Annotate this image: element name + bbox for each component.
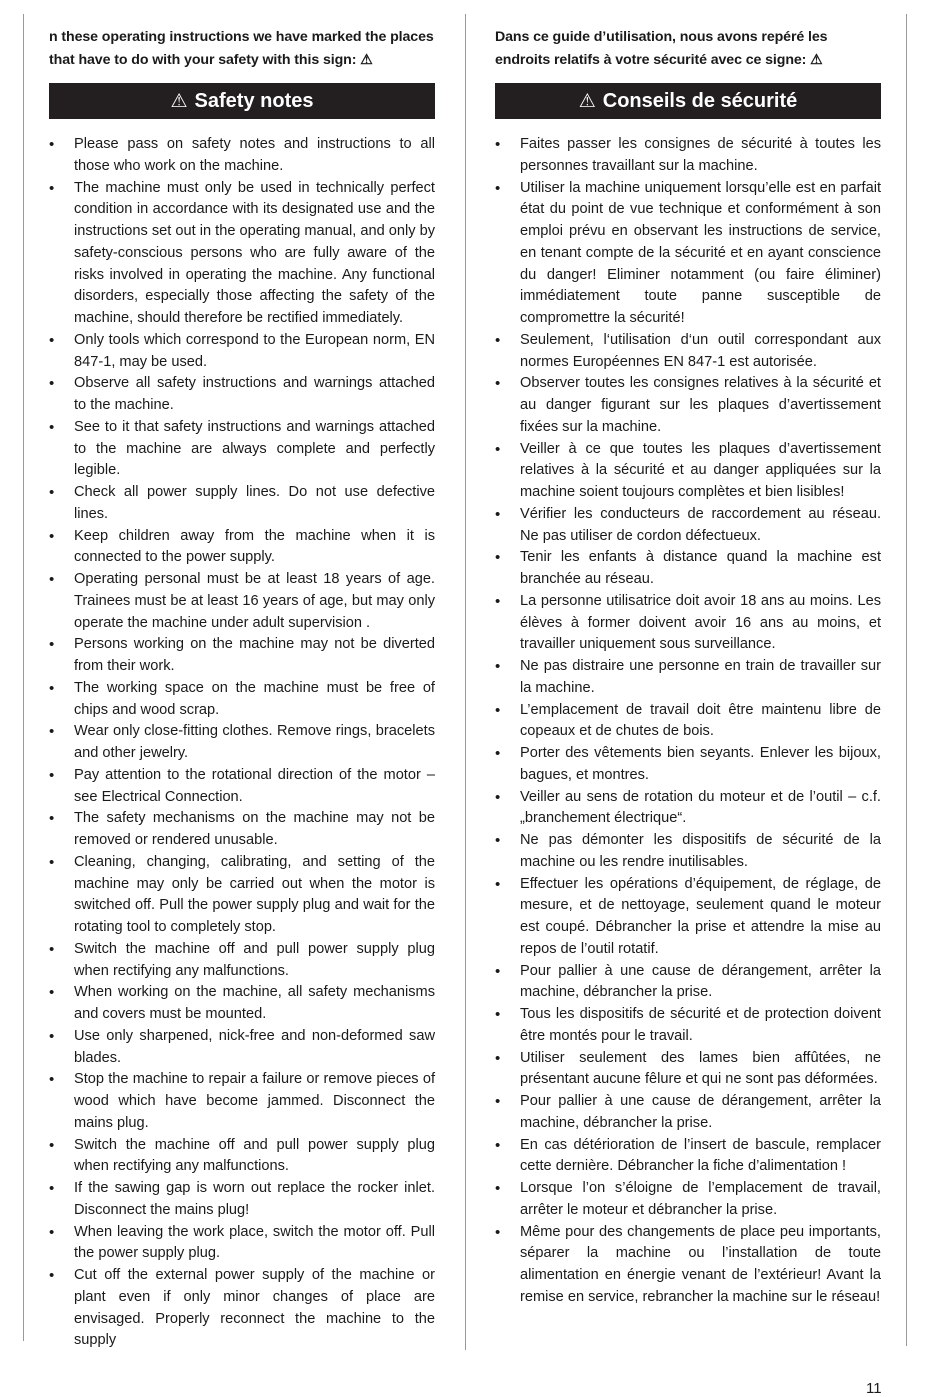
list-item: • Utiliser seulement des lames bien affûtées, ne présentant aucune fêlure et qui ne sont pas déformées. (495, 1048, 881, 1092)
list-item: • Switch the machine off and pull power supply plug when rectifying any malfunctions. (49, 1135, 435, 1179)
list-item: • Vérifier les conducteurs de raccordement au réseau. Ne pas utiliser de cordon défectueux. (495, 504, 881, 548)
list-item: • Même pour des changements de place peu importants, séparer la machine ou l’installation de toute alimentation en énergie venant de l’extérieur! Avant la remise en service, rebrancher la machine sur le réseau! (495, 1222, 881, 1309)
list-item: • Please pass on safety notes and instructions to all those who work on the machine. (49, 134, 435, 178)
french-column (495, 26, 881, 1309)
list-item: • Operating personal must be at least 18 years of age. Trainees must be at least 16 years of age, but may only operate the machine under adult supervision . (49, 569, 435, 634)
intro-text-en: n these operating instructions we have marked the places that have to do with your safety with this sign: ⚠ (49, 29, 434, 68)
section-banner-en (49, 83, 435, 119)
list-item: • Veiller à ce que toutes les plaques d’avertissement relatives à la sécurité et au danger appliquées sur la machine soient toujours complètes et bien lisibles! (495, 439, 881, 504)
list-item: • Utiliser la machine uniquement lorsqu’elle est en parfait état du point de vue technique et conformément à son emploi prévu en observant les instructions de service, en tenant compte de la sécurité et en ayant conscience du danger! Eliminer notamment (ou faire éliminer) immédiatement toute panne susceptible de compromettre la sécurité! (495, 178, 881, 330)
list-item: • Persons working on the machine may not be diverted from their work. (49, 634, 435, 678)
list-item: • Veiller au sens de rotation du moteur et de l’outil – c.f. „branchement électrique“. (495, 787, 881, 831)
list-item: • See to it that safety instructions and warnings attached to the machine are always complete and perfectly legible. (49, 417, 435, 482)
list-item: • Tenir les enfants à distance quand la machine est branchée au réseau. (495, 547, 881, 591)
list-item: • Observe all safety instructions and warnings attached to the machine. (49, 373, 435, 417)
list-item: • Observer toutes les consignes relatives à la sécurité et au danger figurant sur les plaques d’avertissement fixées sur la machine. (495, 373, 881, 438)
list-item: • When leaving the work place, switch the motor off. Pull the power supply plug. (49, 1222, 435, 1266)
warning-triangle-icon: ⚠ (578, 90, 596, 112)
warning-triangle-icon: ⚠ (360, 51, 373, 67)
list-item: • Cleaning, changing, calibrating, and setting of the machine may only be carried out when the motor is switched off. Pull the power supply plug and wait for the rotating tool to completely stop. (49, 852, 435, 939)
list-item: • L’emplacement de travail doit être maintenu libre de copeaux et de chutes de bois. (495, 700, 881, 744)
left-margin-rule (23, 14, 24, 1341)
list-item: • If the sawing gap is worn out replace the rocker inlet. Disconnect the mains plug! (49, 1178, 435, 1222)
list-item: • Switch the machine off and pull power supply plug when rectifying any malfunctions. (49, 939, 435, 983)
english-column (49, 26, 435, 1352)
page-number: 11 (866, 1380, 882, 1397)
list-item: • Pour pallier à une cause de dérangement, arrêter la machine, débrancher la prise. (495, 961, 881, 1005)
list-item: • The machine must only be used in technically perfect condition in accordance with its designated use and the instructions set out in the operating manual, and only by safety-conscious persons who are fully aware of the risks involved in operating the machine. Any functional disorders, especially those affecting the safety of the machine, should therefore be rectified immediately. (49, 178, 435, 330)
list-item: • Keep children away from the machine when it is connected to the power supply. (49, 526, 435, 570)
right-margin-rule (906, 14, 907, 1346)
safety-notes-list-en (49, 134, 435, 1352)
list-item: • La personne utilisatrice doit avoir 18 ans au moins. Les élèves à former doivent avoir 16 ans au moins, et travailler uniquement sous surveillance. (495, 591, 881, 656)
list-item: • Ne pas démonter les dispositifs de sécurité de la machine ou les rendre inutilisables. (495, 830, 881, 874)
list-item: • Only tools which correspond to the European norm, EN 847-1, may be used. (49, 330, 435, 374)
center-divider-rule (465, 14, 466, 1350)
section-banner-fr (495, 83, 881, 119)
list-item: • Pour pallier à une cause de dérangement, arrêter la machine, débrancher la prise. (495, 1091, 881, 1135)
warning-triangle-icon: ⚠ (170, 90, 188, 112)
list-item: • Faites passer les consignes de sécurité à toutes les personnes travaillant sur la machine. (495, 134, 881, 178)
section-title-en: Safety notes (194, 89, 314, 112)
list-item: • Check all power supply lines. Do not use defective lines. (49, 482, 435, 526)
list-item: • When working on the machine, all safety mechanisms and covers must be mounted. (49, 982, 435, 1026)
list-item: • The working space on the machine must be free of chips and wood scrap. (49, 678, 435, 722)
list-item: • Porter des vêtements bien seyants. Enlever les bijoux, bagues, et montres. (495, 743, 881, 787)
list-item: • Cut off the external power supply of the machine or plant even if only minor changes of place are envisaged. Properly reconnect the machine to the supply (49, 1265, 435, 1352)
list-item: • Ne pas distraire une personne en train de travailler sur la machine. (495, 656, 881, 700)
list-item: • Use only sharpened, nick-free and non-deformed saw blades. (49, 1026, 435, 1070)
safety-notes-list-fr (495, 134, 881, 1309)
list-item: • Effectuer les opérations d’équipement, de réglage, de mesure, et de nettoyage, seulement quand le moteur est coupé. Débrancher la prise et attendre la mise au repos de l’outil rotatif. (495, 874, 881, 961)
list-item: • Seulement, l‘utilisation d‘un outil correspondant aux normes Européennes EN 847-1 est autorisée. (495, 330, 881, 374)
section-title-fr: Conseils de sécurité (602, 89, 798, 112)
list-item: • Wear only close-fitting clothes. Remove rings, bracelets and other jewelry. (49, 721, 435, 765)
list-item: • Stop the machine to repair a failure or remove pieces of wood which have become jammed. Disconnect the mains plug. (49, 1069, 435, 1134)
list-item: • Tous les dispositifs de sécurité et de protection doivent être montés pour le travail. (495, 1004, 881, 1048)
warning-triangle-icon: ⚠ (810, 51, 823, 67)
intro-text-fr: Dans ce guide d’utilisation, nous avons repéré les endroits relatifs à votre sécurité avec ce signe: ⚠ (495, 29, 828, 68)
list-item: • The safety mechanisms on the machine may not be removed or rendered unusable. (49, 808, 435, 852)
list-item: • Lorsque l’on s’éloigne de l’emplacement de travail, arrêter le moteur et débrancher la prise. (495, 1178, 881, 1222)
list-item: • Pay attention to the rotational direction of the motor – see Electrical Connection. (49, 765, 435, 809)
list-item: • En cas détérioration de l’insert de bascule, remplacer cette dernière. Débrancher la fiche d’alimentation ! (495, 1135, 881, 1179)
